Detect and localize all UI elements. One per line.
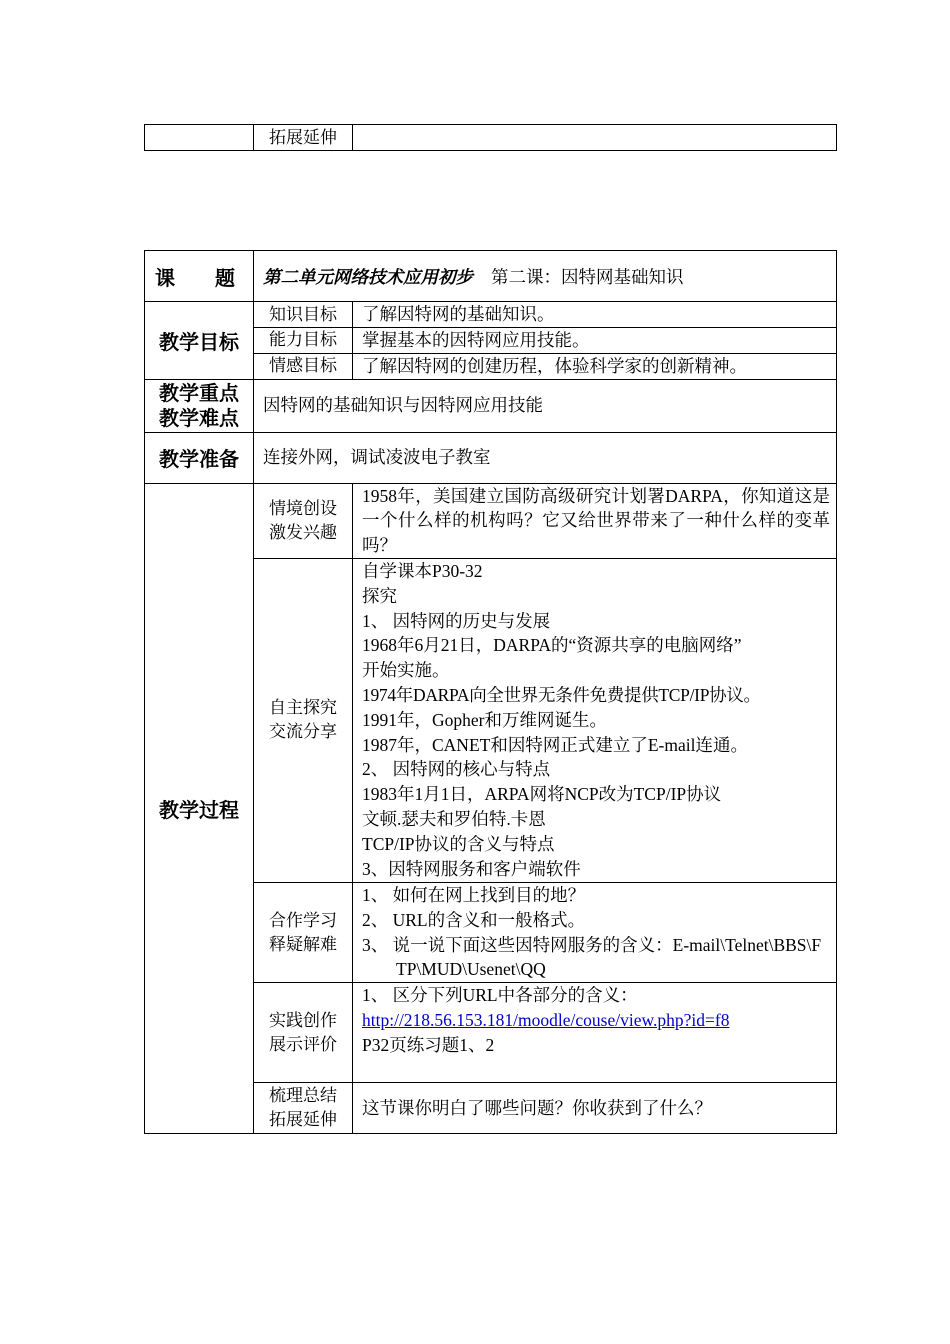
list-item: 1、 如何在网上找到目的地？	[362, 884, 586, 905]
content-line: 1974年DARPA向全世界无条件免费提供TCP/IP协议。	[362, 684, 761, 705]
content-line: 开始实施。	[362, 660, 450, 681]
process-label: 教学过程	[145, 483, 254, 1134]
preparation-text: 连接外网，调试凌波电子教室	[254, 432, 837, 483]
preparation-label: 教学准备	[145, 432, 254, 483]
top-extension-label: 拓展延伸	[254, 125, 353, 151]
content-line: 1、 区分下列URL中各部分的含义：	[362, 985, 638, 1006]
stage-name: 实践创作 展示评价	[254, 983, 353, 1083]
stage-name: 自主探究 交流分享	[254, 558, 353, 882]
content-line: 自学课本P30-32	[362, 560, 483, 581]
content-line: 1968年6月21日，DARPA的“资源共享的电脑网络”	[362, 635, 742, 656]
objective-text: 了解因特网的基础知识。	[353, 302, 837, 328]
objective-type: 知识目标	[254, 302, 353, 328]
top-empty-content	[353, 125, 837, 151]
top-fragment-table	[144, 124, 837, 151]
objectives-label: 教学目标	[145, 302, 254, 380]
content-line: 1991年，Gopher和万维网诞生。	[362, 709, 607, 730]
stage-content: 这节课你明白了哪些问题？你收获到了什么？	[353, 1083, 837, 1134]
topic-label: 课 题	[145, 251, 254, 302]
content-line: 3、因特网服务和客户端软件	[362, 858, 581, 879]
topic-cell	[254, 251, 837, 302]
content-line: 文顿.瑟夫和罗伯特.卡恩	[362, 808, 546, 829]
unit-title: 第二单元网络技术应用初步	[263, 267, 473, 288]
list-item: 3、 说一说下面这些因特网服务的含义：E-mail\Telnet\BBS\FTP\MUD\Usenet\QQ	[362, 934, 822, 980]
content-line: P32页练习题1、2	[362, 1034, 495, 1055]
stage-content	[353, 983, 837, 1083]
key-points-label: 教学重点 教学难点	[145, 379, 254, 432]
content-line: TCP/IP协议的含义与特点	[362, 833, 555, 854]
content-line: 探究	[362, 585, 397, 606]
stage-content	[353, 558, 837, 882]
objective-type: 情感目标	[254, 353, 353, 379]
content-line: 1983年1月1日，ARPA网将NCP改为TCP/IP协议	[362, 784, 722, 805]
objective-type: 能力目标	[254, 328, 353, 354]
stage-name: 梳理总结 拓展延伸	[254, 1083, 353, 1134]
stage-name: 合作学习 释疑解难	[254, 882, 353, 982]
content-line: 1、 因特网的历史与发展	[362, 610, 551, 631]
moodle-url-link[interactable]: http://218.56.153.181/moodle/couse/view.php?id=f8	[362, 1009, 730, 1030]
content-line: 1987年，CANET和因特网正式建立了E-mail连通。	[362, 734, 748, 755]
top-empty-cell	[145, 125, 254, 151]
content-line: 2、 因特网的核心与特点	[362, 759, 551, 780]
objective-text: 了解因特网的创建历程，体验科学家的创新精神。	[353, 353, 837, 379]
objective-text: 掌握基本的因特网应用技能。	[353, 328, 837, 354]
stage-content	[353, 882, 837, 982]
stage-name: 情境创设 激发兴趣	[254, 483, 353, 558]
list-item: 2、 URL的含义和一般格式。	[362, 909, 586, 930]
key-points-text: 因特网的基础知识与因特网应用技能	[254, 379, 837, 432]
stage-content: 1958年，美国建立国防高级研究计划署DARPA，你知道这是一个什么样的机构吗？它又给世界带来了一种什么样的变革吗？	[353, 483, 837, 558]
lesson-title: 第二课：因特网基础知识	[491, 266, 684, 287]
lesson-plan-table	[144, 250, 837, 1134]
